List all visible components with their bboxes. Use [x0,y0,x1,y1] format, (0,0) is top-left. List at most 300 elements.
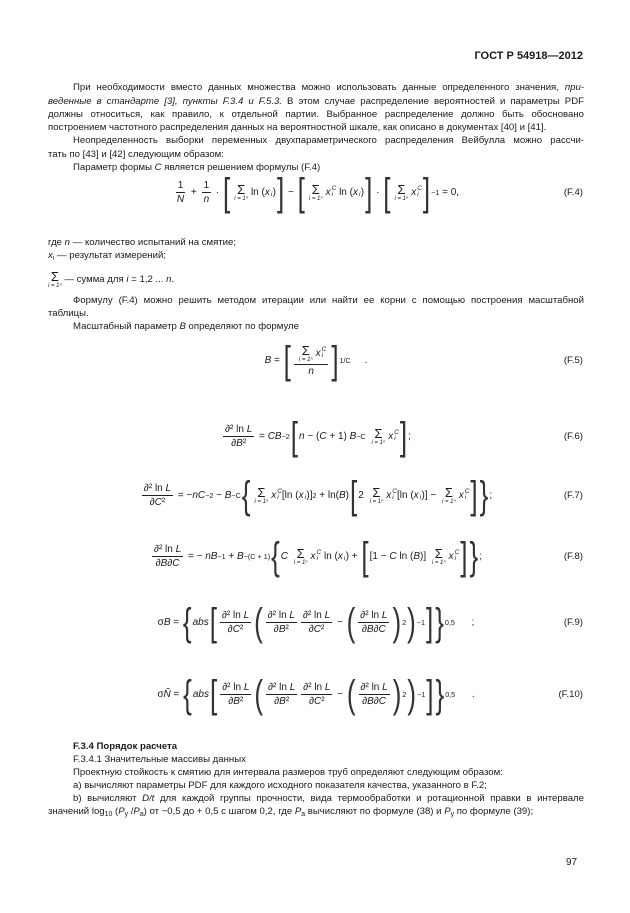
exponent: 1/C [339,355,351,365]
subscript: i [454,555,457,562]
fraction-numerator [220,610,251,623]
formula-text: ∂ [362,695,368,707]
fraction-denominator [202,193,212,205]
formula-text: = [271,354,283,366]
text-segment: — результат измерений; [54,250,166,261]
text-segment: Формулу (F.4) можно решить методом итерации или найти ее корни с помощью построения масштабной [73,295,584,306]
formula-text: ∂² ln [302,609,325,621]
variable: B [366,623,374,635]
bracket: ] [365,169,373,215]
bracket: ) [392,671,402,717]
variable: Ñ [163,688,171,700]
formula-text: ∂ [373,623,379,635]
variable [411,186,422,199]
formula-text: = [170,688,183,700]
bracket: ] [331,337,339,383]
sum-limit: i = 1ⁿ [293,559,308,566]
text-segment: Параметр формы [73,162,155,173]
variable [459,489,470,502]
formula-text: 1 [177,179,184,191]
variable: L [243,681,250,693]
text-segment: Масштабный параметр [73,321,180,332]
sum-sign: Σ [372,484,381,500]
exponent: 0,5 [445,689,456,699]
fraction [301,610,332,635]
fraction-numerator [176,180,186,193]
bracket: ( [346,599,356,645]
fraction-denominator [360,623,388,635]
exponent: −1 [416,617,425,627]
bracket: [ [209,599,217,645]
fraction-denominator [175,193,186,205]
summation [309,183,323,202]
variable: B [279,695,286,707]
formula-text: ∂² ln [143,482,166,494]
formula-text: ² [239,623,244,635]
variable [338,550,346,563]
sum-limit: i = 1ⁿ [254,498,269,505]
superscript: C [277,487,282,495]
variable: abs [192,616,209,628]
sum-limit: i = 1ⁿ [48,283,62,289]
formula-text: · [373,186,383,198]
formula-text: σ [157,688,164,700]
formula-text: + [225,550,238,562]
formula-text: = − [185,550,206,562]
sum-limit: i = 1ⁿ [308,195,323,202]
summation [294,547,308,566]
formula-text: ∂ [273,623,279,635]
fraction [175,180,186,205]
subscript: a [139,811,144,819]
formula-text: ∂² ln [267,609,290,621]
bracket: ] [425,599,434,645]
text-segment: . [171,274,175,286]
subscript: i [270,191,273,198]
text-segment: ) от −0,5 до + 0,5 с шагом 0,2, где [143,806,295,817]
variable: n [299,430,305,442]
bracket: } [479,472,489,518]
text-segment: B [179,321,186,332]
fraction [223,424,254,449]
formula-text [288,551,291,562]
variable-name: x [298,489,304,501]
superscript: C [331,184,337,192]
formula-text: ; [408,430,411,442]
fraction-denominator [307,695,327,707]
variable: L [246,423,253,435]
text-line [48,109,584,121]
variable-name: x [411,186,417,198]
sum-limit: i = 1ⁿ [371,439,386,446]
text-line [48,270,584,289]
fraction-denominator [272,623,291,635]
variable [386,489,397,502]
formula-text: ; [479,550,482,562]
formula-number: (F.5) [563,355,583,366]
variable: B [278,623,286,635]
fraction-numerator [301,610,332,623]
formula-text [366,431,369,442]
fraction [142,483,173,508]
variable-name: x [458,489,464,501]
exponent: 2 [312,490,317,500]
bracket: ( [254,599,263,645]
variable: L [289,609,295,621]
exponent: −1 [217,551,226,561]
variable: L [324,681,331,693]
text-segment: В этом случае распределение вероятностей и параметры PDF [282,96,584,107]
fraction [301,682,332,707]
text-line [73,780,584,792]
bracket: } [435,671,445,717]
exponent: 0,5 [444,617,455,627]
formula-text: ∂ [309,695,315,707]
variable: C [232,623,240,635]
sum-limit: i = 1ⁿ [234,195,248,202]
formula-text: ∂² ln [360,681,383,693]
text-segment: D/t [142,793,155,804]
bracket: [ [283,337,291,383]
subscript: i [392,494,394,501]
text-segment: ( [112,806,119,817]
bracket: ( [346,671,356,717]
fraction-denominator [272,695,291,707]
text-line [48,149,584,161]
fraction [294,344,328,377]
variable: B [367,695,374,707]
bracket: ) [407,671,417,717]
variable: nB [205,550,218,562]
subscript: i [316,555,318,562]
text-segment: определяют по формуле [185,321,299,332]
formula-text: · [213,186,223,198]
bracket: [ [297,169,305,215]
text-segment: — количество испытаний на смятие; [70,237,237,248]
summation [370,486,384,505]
bracket: ] [399,413,408,459]
variable: B [413,550,420,562]
variable-name: x [325,186,331,198]
text-segment: F.3.4 Порядок расчета [73,741,178,752]
formula-number: (F.8) [563,551,583,562]
text-segment: — сумма для [61,274,127,286]
exponent: −1 [431,187,440,197]
text-segment: a) вычисляют параметры PDF для каждого исходного показателя качества, указанного в F.2; [73,780,487,791]
bracket: ] [460,533,468,579]
formula-text: ∂ [167,557,173,569]
variable-name: x [264,186,270,198]
variable [265,186,273,199]
variable: C [280,550,289,562]
superscript: C [464,487,470,495]
variable: n [203,193,210,205]
summation [432,547,446,566]
superscript: C [316,548,322,556]
variable: C [378,623,386,635]
formula-text: ∂ [228,695,234,707]
exponent: −C [231,490,241,500]
formula-text: − [285,186,297,198]
subscript: y [450,811,455,819]
exponent: 2 [402,689,407,699]
variable-name: x [310,550,316,562]
formula-text: ∂² ln [154,543,176,555]
bracket: ] [422,169,431,215]
fraction [359,682,390,707]
variable: C [314,695,322,707]
sum-sign: Σ [257,484,266,500]
formula-text: = 0, [439,186,460,198]
formula-text: ² [321,695,325,707]
summation [371,427,385,446]
indices [417,186,422,199]
variable: C [378,695,387,707]
formula-text: ln ( [336,186,353,198]
formula-text: ∂ [373,695,379,707]
variable: B [163,616,171,628]
bracket: [ [223,169,231,215]
text-segment: P [444,806,451,817]
formula-text: 1 [203,179,210,191]
variable: B [264,354,272,366]
exponent: −C [356,431,366,441]
variable: B [224,489,232,501]
variable: L [243,609,250,621]
formula-text: ∂ [361,623,367,635]
formula-text: ∂ [155,557,161,569]
variable: L [382,681,388,693]
fraction-numerator [358,610,389,623]
fraction-numerator [359,682,390,695]
sum-sign: Σ [301,342,310,358]
sum-limit: i = 1ⁿ [394,195,409,202]
variable: L [381,609,388,621]
formula-text: − ( [304,430,320,442]
formula-text: ∂² ln [222,681,244,693]
sum-limit: i = 1ⁿ [442,498,456,505]
fraction-numerator [220,682,251,695]
subscript: i [331,191,334,198]
text-segment: b) вычисляют [73,793,143,804]
formula-text: − [334,688,346,700]
subscript: 10 [104,811,113,819]
exponent: −1 [417,689,426,699]
variable: n [308,365,314,377]
fraction-numerator [266,682,297,695]
variable [449,550,460,563]
exponent: 2 [402,617,407,627]
formula [48,600,584,644]
text-segment: тать по [43] и [42] следующим образом: [48,149,224,160]
indices [394,430,399,443]
indices [455,550,460,563]
variable: B [349,430,357,442]
formula-text: ) [272,186,277,198]
bracket: { [182,599,192,645]
formula-number: (F.7) [563,490,583,501]
superscript: C [394,428,399,436]
fraction-denominator [307,623,327,635]
variable [353,186,361,199]
variable: C [313,623,321,635]
variable-name: x [352,186,358,198]
variable: B [233,695,240,707]
formula-text: = [256,430,268,442]
text-segment: P [133,806,140,817]
bracket: ] [426,671,434,717]
bracket: [ [383,169,391,215]
fraction-numerator [142,483,173,496]
formula-text: σ [157,616,164,628]
bracket: } [435,599,444,645]
fraction [152,544,183,569]
subscript: i [343,555,346,562]
text-segment: Неопределенность выборки переменных двухпараметрического распределения Вейбулла можно рассчи- [73,135,584,146]
text-segment: P [118,806,125,817]
subscript: i [394,435,396,442]
formula-text: [1 − [369,550,390,562]
formula-text: ∂ [308,623,314,635]
subscript: i [417,191,419,198]
fraction [266,610,297,635]
formula-text: ; [454,616,475,628]
text-segment: должны относиться, как правило, к отдельной партии. Выбранное распределение должно быть обосновано [48,109,584,120]
text-segment: по формуле (39); [454,806,534,817]
text-line [48,308,584,320]
text-line [48,237,584,249]
text-segment: таблицы. [48,308,89,319]
text-line [73,295,584,307]
fraction-numerator [301,682,332,695]
fraction-denominator [229,437,248,449]
formula-text: ln ( [321,550,338,562]
text-segment: является решением формулы (F.4) [161,162,321,173]
variable [326,186,337,199]
sum-sign: Σ [296,545,305,561]
fraction [220,610,251,635]
text-segment: построением частотного распределения данных на вероятностной шкале, как описано в документах [40] и [41]. [48,122,547,133]
variable: L [165,482,172,494]
text-segment: веденные в стандарте [3], пункты F.3.4 и F.5.3. [48,96,283,107]
summation [442,486,456,505]
sum-sign: Σ [311,181,320,197]
variable: C [389,550,397,562]
formula-number: (F.10) [558,689,583,700]
subscript: i [358,191,361,198]
text-line [73,741,584,753]
subscript: i [321,352,324,359]
summation [394,183,408,202]
text-segment: для каждой группы прочности, вида термообработки и ротационной правки в интервале [154,793,584,804]
formula-text: ∂ [149,496,155,508]
formula-number: (F.9) [563,617,583,628]
formula-text: ln ( [250,186,265,198]
formula [48,414,584,458]
formula-text: )] [306,489,313,501]
formula-text: . [455,688,475,700]
formula-text: ∂² ln [360,609,382,621]
variable: C [319,430,327,442]
fraction-denominator [148,496,168,508]
text-segment: Проектную стойкость к смятию для интервала размеров труб определяют следующим образом: [73,767,503,778]
text-segment: / [128,806,134,817]
variable: abs [192,688,209,700]
indices [322,347,327,360]
variable: CB [267,430,282,442]
fraction-numerator [266,610,297,623]
formula-number: (F.4) [563,187,583,198]
formula-text: ) [345,489,350,501]
formula-text: )] − [421,489,439,501]
fraction [202,180,212,205]
sum-limit: i = 1ⁿ [298,356,313,363]
bracket: [ [361,533,369,579]
text-segment: x [48,250,53,261]
document-header: ГОСТ Р 54918—2012 [474,50,583,62]
text-segment: F.3.4.1 Значительные массивы данных [73,754,246,765]
bracket: { [183,671,192,717]
fraction-numerator [294,344,328,365]
exponent: −(C + 1) [243,551,271,561]
formula-text: ln ( [396,550,414,562]
bracket: ) [407,599,416,645]
fraction-denominator [360,695,388,707]
sum-sign: Σ [434,545,443,561]
variable: L [324,609,331,621]
subscript: i [277,494,279,501]
subscript: i [52,255,55,263]
variable: B [339,489,346,501]
formula-text: ∂ [231,437,237,449]
text-segment: при- [564,82,584,93]
fraction [266,682,297,707]
bracket: [ [209,671,218,717]
sum-sign: Σ [397,181,406,197]
variable [311,550,322,563]
text-line [48,122,584,134]
text-line [73,135,584,147]
text-segment: = 1,2 ... [128,274,167,286]
sum-symbol [48,270,62,289]
summation [254,486,268,505]
formula [48,473,584,517]
variable-name: x [448,550,454,562]
variable [299,489,307,502]
variable [316,347,327,360]
subscript: i [464,494,467,501]
variable-name: x [413,489,419,501]
fraction-numerator [202,180,212,193]
formula-text: + 1) [326,430,350,442]
text-segment: P [294,806,302,817]
subscript: i [304,494,307,501]
exponent: −2 [205,490,214,500]
variable-name: x [386,489,392,501]
text-line [48,806,584,821]
formula-text: 2 [358,489,367,501]
formula-text: ∂² ln [225,423,247,435]
summation [234,183,248,202]
text-segment: где [48,237,65,248]
sum-limit: i = 1ⁿ [369,498,384,505]
bracket: { [241,472,251,518]
fraction-numerator [152,544,183,557]
superscript: C [321,345,327,353]
formula-text: ) + [345,550,361,562]
variable: L [289,681,296,693]
text-segment: n [166,274,172,286]
